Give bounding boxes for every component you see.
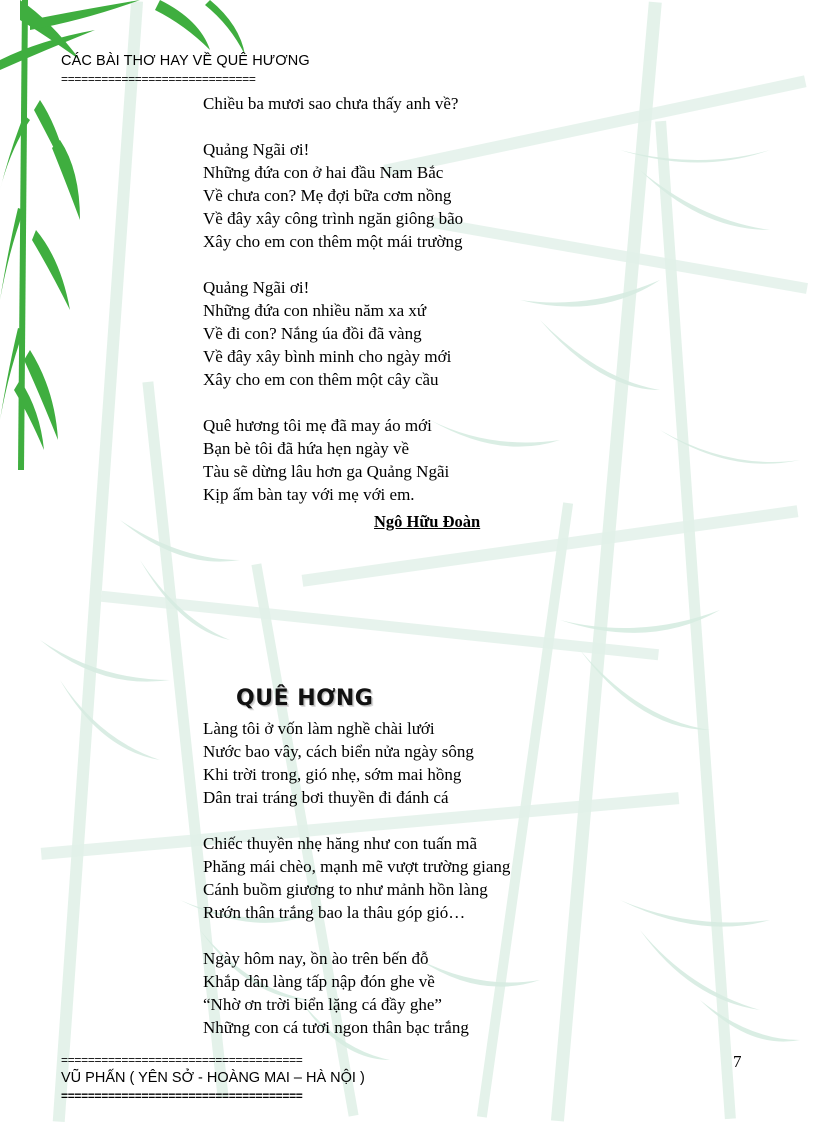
poem-1-author: Ngô Hữu Đoàn (374, 512, 481, 531)
poem-line: Về đi con? Nắng úa đồi đã vàng (203, 324, 422, 343)
poem-line: Phăng mái chèo, mạnh mẽ vượt trường giang (203, 857, 511, 876)
stanza-break (203, 115, 463, 138)
poem-line: Xây cho em con thêm một cây cầu (203, 370, 439, 389)
poem-line: Về đây xây bình minh cho ngày mới (203, 347, 452, 366)
poem-line: Kịp ấm bàn tay với mẹ với em. (203, 485, 415, 504)
poem-line: Chiều ba mươi sao chưa thấy anh về? (203, 94, 459, 113)
stanza-break (203, 809, 510, 832)
poem-line: “Nhờ ơn trời biển lặng cá đầy ghe” (203, 995, 442, 1014)
poem-line: Những đứa con ở hai đầu Nam Bắc (203, 163, 444, 182)
poem-2-title: QUÊ HƠNG (236, 686, 374, 711)
poem-line: Xây cho em con thêm một mái trường (203, 232, 463, 251)
poem-line: Khắp dân làng tấp nập đón ghe về (203, 972, 435, 991)
header-rule: ============================= (61, 72, 256, 86)
poem-line: Ngày hôm nay, ồn ào trên bến đỗ (203, 949, 429, 968)
document-header-title: CÁC BÀI THƠ HAY VỀ QUÊ HƯƠNG (61, 53, 310, 69)
poem-line: Rướn thân trắng bao la thâu góp gió… (203, 903, 466, 922)
footer-rule-top: ==================================== (61, 1053, 303, 1067)
poem-2 (203, 717, 510, 1039)
stanza-break (203, 391, 463, 414)
poem-line: Quảng Ngãi ơi! (203, 140, 310, 159)
poem-line: Tàu sẽ dừng lâu hơn ga Quảng Ngãi (203, 462, 450, 481)
poem-line: Cánh buồm giương to như mảnh hồn làng (203, 880, 488, 899)
poem-line: Những con cá tươi ngon thân bạc trắng (203, 1018, 469, 1037)
poem-line: Về chưa con? Mẹ đợi bữa cơm nồng (203, 186, 452, 205)
stanza-break (203, 253, 463, 276)
poem-line: Chiếc thuyền nhẹ hăng như con tuấn mã (203, 834, 478, 853)
page-number: 7 (733, 1052, 742, 1071)
poem-1 (203, 92, 463, 506)
poem-line: Nước bao vây, cách biển nửa ngày sông (203, 742, 474, 761)
poem-line: Làng tôi ở vốn làm nghề chài lưới (203, 719, 435, 738)
poem-line: Về đây xây công trình ngăn giông bão (203, 209, 464, 228)
stanza-break (203, 924, 510, 947)
poem-line: Dân trai tráng bơi thuyền đi đánh cá (203, 788, 449, 807)
poem-line: Bạn bè tôi đã hứa hẹn ngày về (203, 439, 410, 458)
poem-line: Quảng Ngãi ơi! (203, 278, 310, 297)
footer-rule-bottom: ==================================== (61, 1089, 303, 1103)
poem-line: Quê hương tôi mẹ đã may áo mới (203, 416, 432, 435)
footer-title: VŨ PHẤN ( YÊN SỞ - HOÀNG MAI – HÀ NỘI ) (61, 1070, 365, 1086)
poem-line: Những đứa con nhiều năm xa xứ (203, 301, 427, 320)
poem-line: Khi trời trong, gió nhẹ, sớm mai hồng (203, 765, 462, 784)
